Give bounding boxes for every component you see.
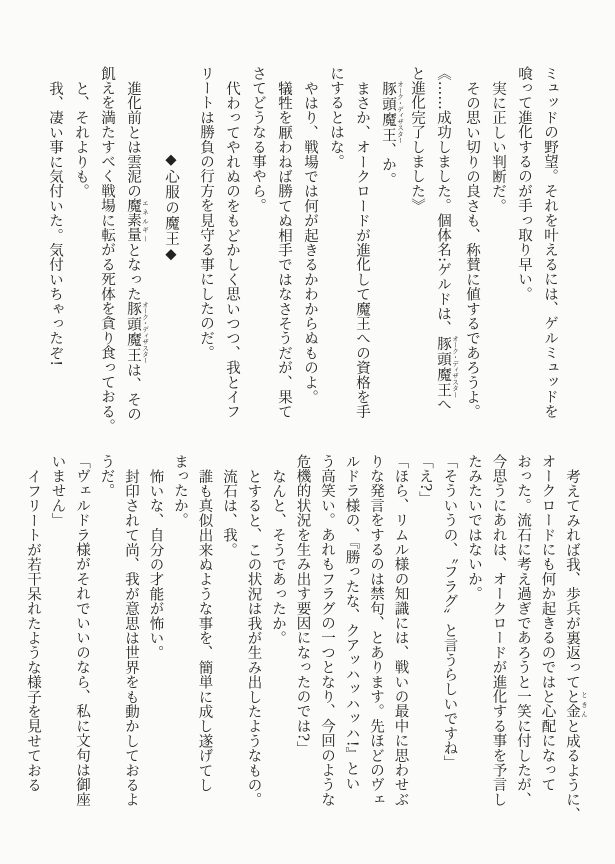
text-line: にするとはな。: [328, 66, 344, 169]
text-line: オークロードにも何か起きるのではと心配になって: [539, 454, 556, 793]
text-line: 犠牲を厭わねば勝てぬ相手ではなさそうだが、果て: [276, 80, 292, 419]
text-line: いません」: [49, 454, 66, 528]
text-band-bottom: [21, 454, 589, 850]
text-line: 我、凄い事に気付いた。気付いちゃったぞ!: [47, 80, 63, 366]
text-line: 喰って進化するのが手っ取り早い。: [516, 66, 532, 302]
text-line: イフリートが若干呆れたような様子を見せておる: [25, 468, 41, 792]
text-line: 「ほら、リムル様の知識には、戦いの最中に思わせぶ: [392, 454, 409, 807]
text-line: たみたいではないか。: [466, 454, 482, 601]
text-line: う高笑い。あれもフラグの一つとなり、今回のような: [319, 454, 335, 807]
text-line: おった。流石に考え過ぎであろうと一笑に付したが、: [515, 454, 531, 807]
text-line: 危機的状況を生み出す要因になったのでは?」: [294, 454, 311, 756]
text-line: リートは勝負の行方を見守る事にしたのだ。: [198, 66, 214, 360]
text-line: まさか、オークロードが進化して魔王への資格を手: [354, 80, 370, 419]
text-line: 飢えを満たすべく戦場に転がる死体を貪り食っておる。: [99, 66, 115, 434]
section-heading: ◆心服の魔王◆: [163, 152, 179, 264]
text-line: 今思うにあれは、オークロードが進化する事を予言し: [490, 454, 507, 807]
text-line: と進化完了しました》: [409, 66, 425, 213]
text-line: 「ヴェルドラ様がそれでいいのなら、私に文句は御座: [74, 454, 90, 807]
text-line: 考えてみれば我、歩兵が裏返ってと金 ときんと成るように、: [564, 468, 588, 822]
text-line: まったか。: [172, 454, 188, 528]
text-line: 代わってやれぬのをもどかしく思いつつ、我とイフ: [224, 80, 240, 419]
text-line: 「え?」: [417, 454, 433, 507]
text-line: やはり、戦場では何が起きるかわからぬものよ。: [302, 80, 318, 404]
text-line: 進化前とは雲泥の魔素量 エネルギーとなった豚頭魔王 オーク・ディザスターは、その: [125, 80, 149, 422]
text-line: 封印されて尚、我が意思は世界をも動かしておるよ: [123, 468, 139, 807]
text-line: その思い切りの良さも、称賛に値するであろうよ。: [464, 80, 480, 419]
ruby-annotated-word: 豚頭魔王 オーク・ディザスター: [435, 335, 459, 398]
text-line: 「そういうの、〝フラグ〟と言うらしいですね」: [441, 454, 458, 771]
text-line: 《……成功しました。個体名:ゲルドは、豚頭魔王 オーク・ディザスターへ: [435, 66, 459, 412]
text-band-top: [42, 66, 563, 434]
text-line: 怖いな、自分の才能が怖い。: [147, 468, 164, 660]
text-line: とすると、この状況は我が生み出したようなもの。: [245, 468, 262, 807]
text-line: りな発言をするのは禁句、とあります。先ほどのヴェ: [368, 454, 384, 807]
text-line: 流石は、我。: [221, 468, 237, 557]
ruby-annotated-word: 豚頭魔王 オーク・ディザスター: [125, 300, 149, 363]
text-line: なんと、そうであったか。: [270, 468, 286, 645]
text-line: さてどうなる事やら。: [250, 66, 266, 213]
text-line: と、それよりも。: [73, 80, 89, 199]
text-line: 豚頭魔王 オーク・ディザスター、か。: [380, 80, 404, 187]
text-line: ミュッドの野望。それを叶えるには、ゲルミュッドを: [542, 66, 558, 419]
text-line: ルドラ様の、『勝ったな、クアッハッハッハ!』とい: [343, 454, 360, 791]
text-line: 実に正しい判断だ。: [490, 80, 506, 213]
ruby-annotated-word: と金 ときん: [564, 689, 588, 719]
text-line: 誰も真似出来ぬような事を、簡単に成し遂げてし: [196, 468, 213, 792]
text-line: うだ。: [98, 454, 115, 499]
ruby-annotated-word: 魔素量 エネルギー: [125, 198, 149, 243]
ruby-annotated-word: 豚頭魔王 オーク・ディザスター: [380, 80, 404, 143]
